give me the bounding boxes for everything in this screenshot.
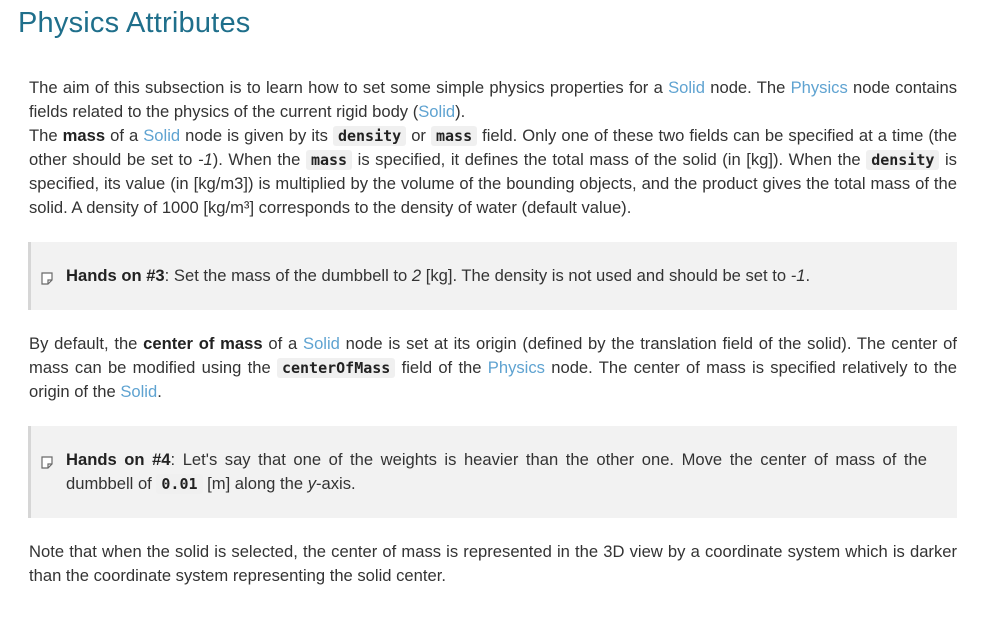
code-center-of-mass: centerOfMass [277, 358, 395, 378]
note-icon [41, 268, 53, 281]
solid-link[interactable]: Solid [418, 102, 456, 121]
code-mass: mass [431, 126, 477, 146]
text: node. The [704, 78, 791, 97]
text: node contains fields related to the physics of the current rigid body ( [29, 78, 957, 121]
solid-link[interactable]: Solid [303, 334, 340, 353]
text: ). When the [212, 150, 306, 169]
note-text [66, 448, 927, 496]
text: ). [455, 102, 466, 121]
paragraph-mass [29, 124, 957, 220]
text: By default, the [29, 334, 144, 353]
italic-text: y [307, 474, 316, 493]
italic-text: -1 [790, 266, 806, 285]
solid-link[interactable]: Solid [668, 78, 705, 97]
text: field. Only one of these two fields can be specified at a time (the other should be set to [29, 126, 957, 169]
code-mass: mass [306, 150, 352, 170]
text: . [157, 382, 162, 401]
text: node is set at its origin (defined by the translation field of the solid). The center of mass can be modified using the [29, 334, 957, 377]
text: of a [262, 334, 303, 353]
note-text [66, 264, 927, 288]
text: -axis. [315, 474, 356, 493]
code-density: density [866, 150, 939, 170]
paragraph-intro [29, 76, 957, 124]
text: or [406, 126, 431, 145]
italic-text: -1 [197, 150, 213, 169]
note-heading: Hands on #3 [66, 266, 165, 285]
paragraph-center-of-mass [29, 332, 957, 404]
page-title: Physics Attributes [18, 7, 251, 39]
code-value: 0.01 [156, 474, 202, 494]
bold-text: mass [62, 126, 106, 145]
hands-on-note-4 [28, 426, 957, 518]
note-heading: Hands on #4 [66, 450, 171, 469]
text: of a [105, 126, 144, 145]
intro-section [29, 76, 957, 220]
note-section [29, 540, 957, 588]
text: The [29, 126, 63, 145]
code-density: density [333, 126, 406, 146]
paragraph-note: Note that when the solid is selected, the center of mass is represented in the 3D view by a coordinate system which is darker than the coordinate system representing the solid center. [29, 542, 957, 585]
text: is specified, its value (in [kg/m3]) is multiplied by the volume of the bounding objects, and the product gives the total mass of the solid. A density of 1000 [kg/m³] corresponds to the density of water (default value). [29, 150, 957, 217]
solid-link[interactable]: Solid [120, 382, 158, 401]
text: field of the [395, 358, 488, 377]
text: [m] along the [202, 474, 308, 493]
text: The aim of this subsection is to learn how to set some simple physics properties for a [29, 78, 669, 97]
text: : Set the mass of the dumbbell to [164, 266, 412, 285]
italic-text: 2 [411, 266, 422, 285]
hands-on-note-3 [28, 242, 957, 310]
physics-link[interactable]: Physics [790, 78, 848, 97]
text: node. The center of mass is specified relatively to the origin of the [29, 358, 957, 401]
bold-text: center of mass [143, 334, 263, 353]
text: : Let's say that one of the weights is heavier than the other one. Move the center of mass of the dumbbell of [66, 450, 928, 493]
text: is specified, it defines the total mass of the solid (in [kg]). When the [352, 150, 867, 169]
text: [kg]. The density is not used and should be set to [421, 266, 791, 285]
solid-link[interactable]: Solid [143, 126, 181, 145]
center-of-mass-section [29, 332, 957, 404]
text: . [805, 266, 811, 285]
text: node is given by its [180, 126, 333, 145]
note-icon [41, 452, 53, 465]
physics-link[interactable]: Physics [487, 358, 545, 377]
